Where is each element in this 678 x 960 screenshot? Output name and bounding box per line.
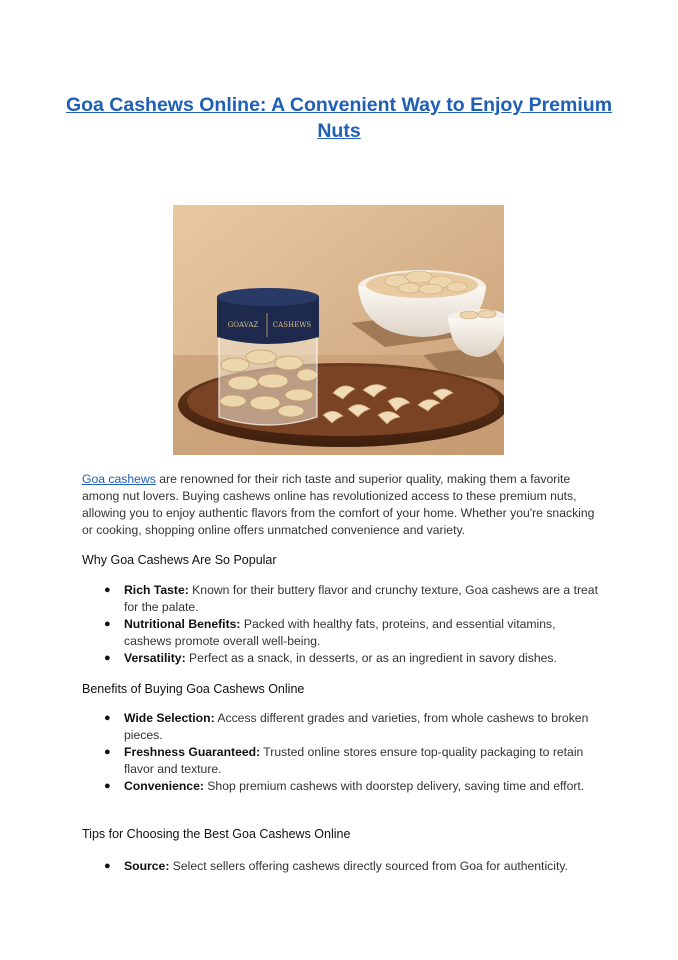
list-item <box>82 582 602 616</box>
item-label: Source: <box>124 859 170 873</box>
bullet-icon: ● <box>104 584 111 596</box>
item-text: Trusted online stores ensure top-quality packaging to retain flavor and texture. <box>124 745 584 776</box>
benefits-list <box>82 710 602 795</box>
page-title[interactable]: Goa Cashews Online: A Convenient Way to Enjoy Premium Nuts <box>65 94 613 142</box>
bullet-icon: ● <box>104 780 111 792</box>
popular-list <box>82 582 602 667</box>
list-item <box>82 744 602 778</box>
list-item <box>82 778 602 795</box>
bullet-icon: ● <box>104 652 111 664</box>
bullet-icon: ● <box>104 712 111 724</box>
bullet-icon: ● <box>104 860 111 872</box>
jar-label-right: CASHEWS <box>272 321 312 329</box>
section-heading-tips: Tips for Choosing the Best Goa Cashews Online <box>82 827 351 841</box>
item-label: Convenience: <box>124 779 204 793</box>
item-label: Nutritional Benefits: <box>124 617 241 631</box>
list-item <box>82 616 602 650</box>
hero-image <box>173 205 504 455</box>
item-label: Versatility: <box>124 651 186 665</box>
item-text: Access different grades and varieties, from whole cashews to broken pieces. <box>124 711 589 742</box>
item-text: Known for their buttery flavor and crunchy texture, Goa cashews are a treat for the palate. <box>124 583 598 614</box>
bullet-icon: ● <box>104 746 111 758</box>
bullet-icon: ● <box>104 618 111 630</box>
intro-text: are renowned for their rich taste and superior quality, making them a favorite among nut lovers. Buying cashews online has revolutionized access to these premium nuts, allowing you to enjoy authentic flavors from the comfort of your home. Whether you're snacking or cooking, shopping online offers unmatched convenience and variety. <box>82 472 595 537</box>
intro-paragraph <box>82 471 602 539</box>
section-heading-popular: Why Goa Cashews Are So Popular <box>82 553 277 567</box>
tips-list <box>82 858 602 875</box>
item-text: Select sellers offering cashews directly sourced from Goa for authenticity. <box>169 859 568 873</box>
list-item <box>82 710 602 744</box>
list-item <box>82 650 602 667</box>
item-text: Perfect as a snack, in desserts, or as an ingredient in savory dishes. <box>185 651 557 665</box>
item-label: Freshness Guaranteed: <box>124 745 261 759</box>
jar-label-left: GOAVAZ <box>227 321 259 329</box>
item-label: Wide Selection: <box>124 711 215 725</box>
goa-cashews-link[interactable]: Goa cashews <box>82 472 156 486</box>
item-label: Rich Taste: <box>124 583 189 597</box>
section-heading-benefits: Benefits of Buying Goa Cashews Online <box>82 682 305 696</box>
item-text: Shop premium cashews with doorstep delivery, saving time and effort. <box>203 779 585 793</box>
list-item <box>82 858 602 875</box>
item-text: Packed with healthy fats, proteins, and essential vitamins, cashews promote overall well-being. <box>124 617 556 648</box>
